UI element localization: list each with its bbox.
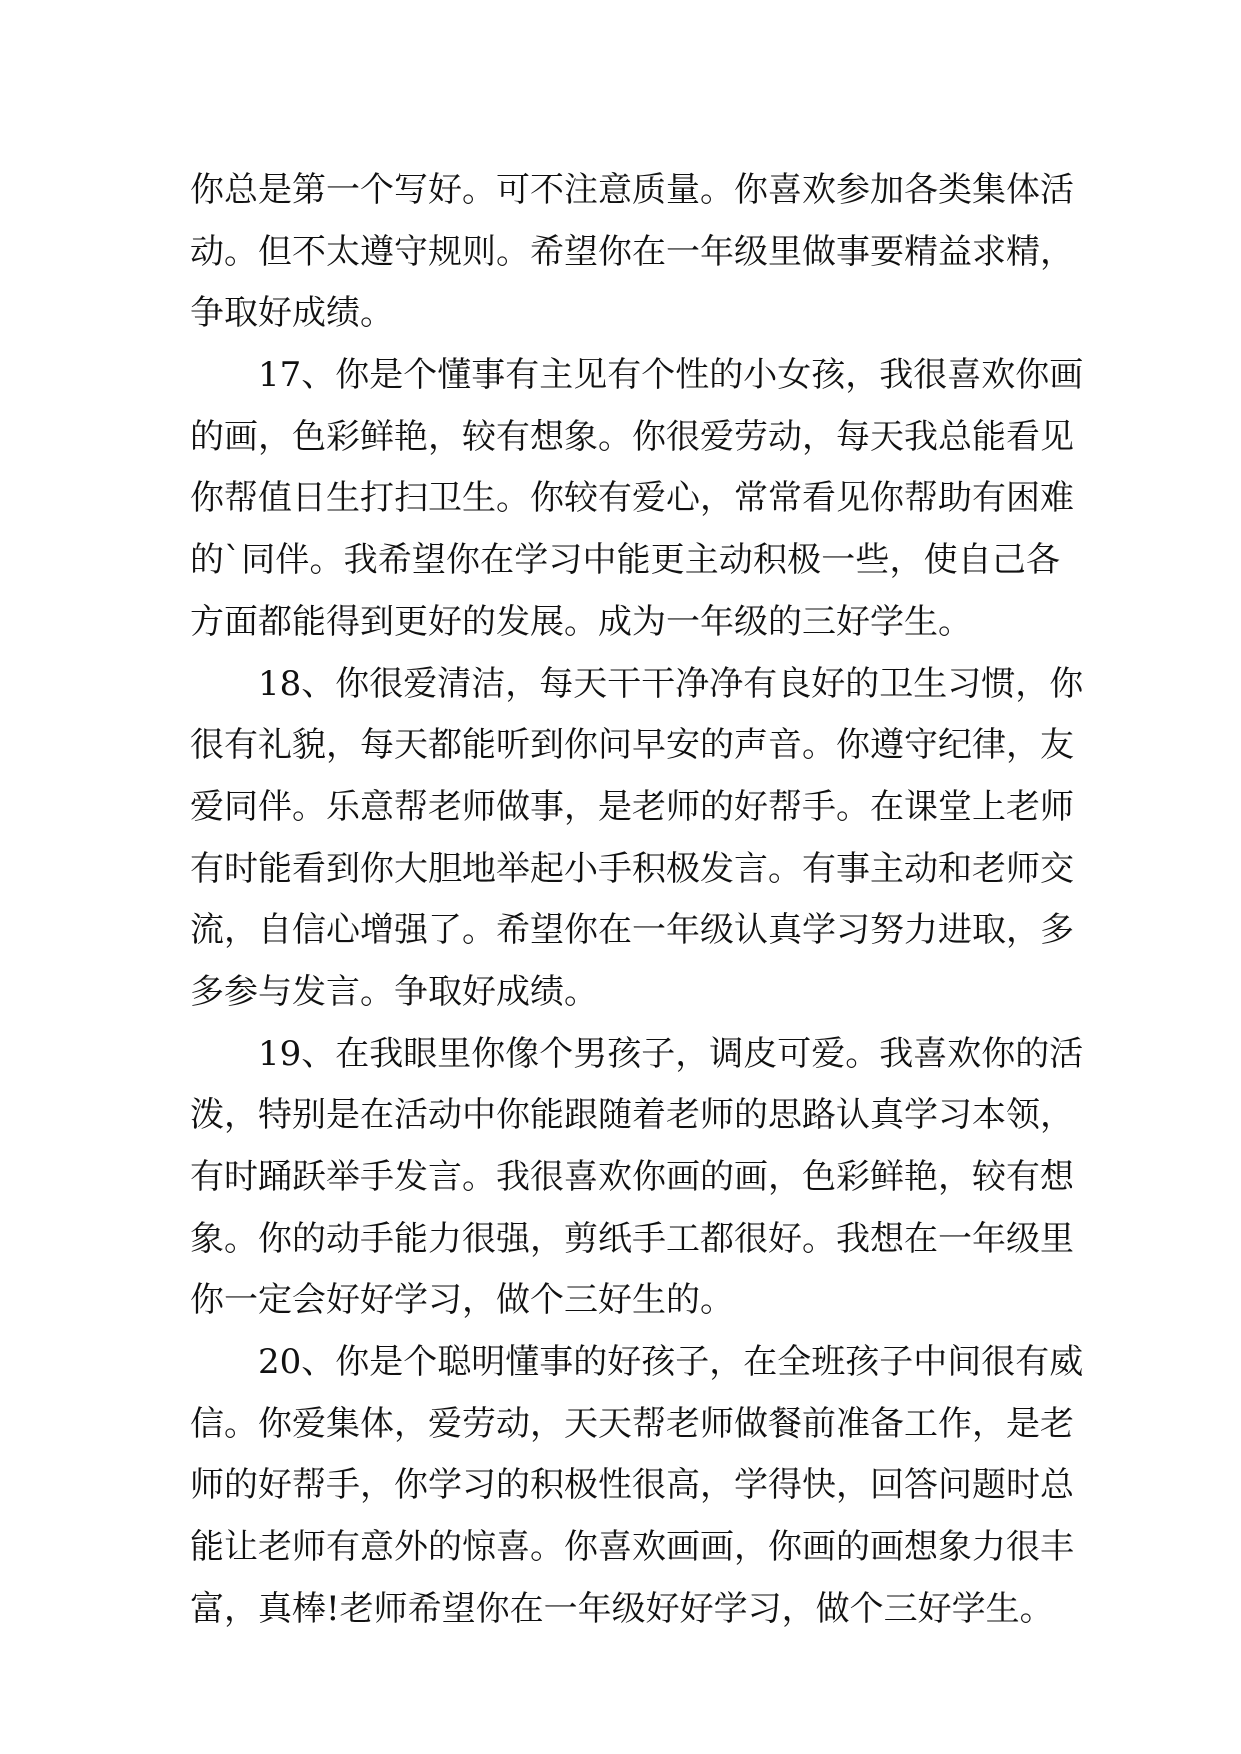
text-line: 爱同伴。乐意帮老师做事，是老师的好帮手。在课堂上老师 <box>190 786 1074 827</box>
text-line: 的画，色彩鲜艳，较有想象。你很爱劳动，每天我总能看见 <box>190 416 1074 457</box>
paragraph-20 <box>190 1332 1084 1640</box>
paragraph-19 <box>190 1024 1084 1332</box>
document-body <box>190 160 1084 1641</box>
text-line: 你一定会好好学习，做个三好生的。 <box>190 1280 734 1321</box>
text-line: 有时踊跃举手发言。我很喜欢你画的画，色彩鲜艳，较有想 <box>190 1157 1074 1197</box>
text-line: 20、你是个聪明懂事的好孩子，在全班孩子中间很有威 <box>258 1342 1084 1383</box>
text-line: 信。你爱集体，爱劳动，天天帮老师做餐前准备工作，是老 <box>190 1403 1074 1444</box>
text-line: 能让老师有意外的惊喜。你喜欢画画，你画的画想象力很丰 <box>190 1527 1074 1568</box>
text-line: 19、在我眼里你像个男孩子，调皮可爱。我喜欢你的活 <box>258 1033 1084 1074</box>
text-line: 17、你是个懂事有主见有个性的小女孩，我很喜欢你画 <box>258 355 1084 396</box>
text-line: 18、你很爱清洁，每天干干净净有良好的卫生习惯，你 <box>258 663 1084 704</box>
text-line: 很有礼貌，每天都能听到你问早安的声音。你遵守纪律，友 <box>190 725 1074 766</box>
text-line: 的`同伴。我希望你在学习中能更主动积极一些，使自己各 <box>190 540 1060 581</box>
text-line: 师的好帮手，你学习的积极性很高，学得快，回答问题时总 <box>190 1465 1074 1506</box>
text-line: 方面都能得到更好的发展。成为一年级的三好学生。 <box>190 601 972 642</box>
text-line: 争取好成绩。 <box>190 293 394 334</box>
text-line: 多参与发言。争取好成绩。 <box>190 971 598 1012</box>
paragraph-continued <box>190 160 1074 345</box>
text-line: 流，自信心增强了。希望你在一年级认真学习努力进取，多 <box>190 910 1074 951</box>
text-line: 富，真棒!老师希望你在一年级好好学习，做个三好学生。 <box>190 1588 1054 1629</box>
text-line: 象。你的动手能力很强，剪纸手工都很好。我想在一年级里 <box>190 1218 1074 1259</box>
text-line: 泼，特别是在活动中你能跟随着老师的思路认真学习本领， <box>190 1095 1074 1136</box>
text-line: 有时能看到你大胆地举起小手积极发言。有事主动和老师交 <box>190 848 1074 889</box>
text-line: 你总是第一个写好。可不注意质量。你喜欢参加各类集体活 <box>190 170 1074 210</box>
text-line: 你帮值日生打扫卫生。你较有爱心，常常看见你帮助有困难 <box>190 478 1074 519</box>
paragraph-17 <box>190 345 1084 653</box>
text-line: 动。但不太遵守规则。希望你在一年级里做事要精益求精， <box>190 231 1074 272</box>
paragraph-18 <box>190 654 1084 1024</box>
